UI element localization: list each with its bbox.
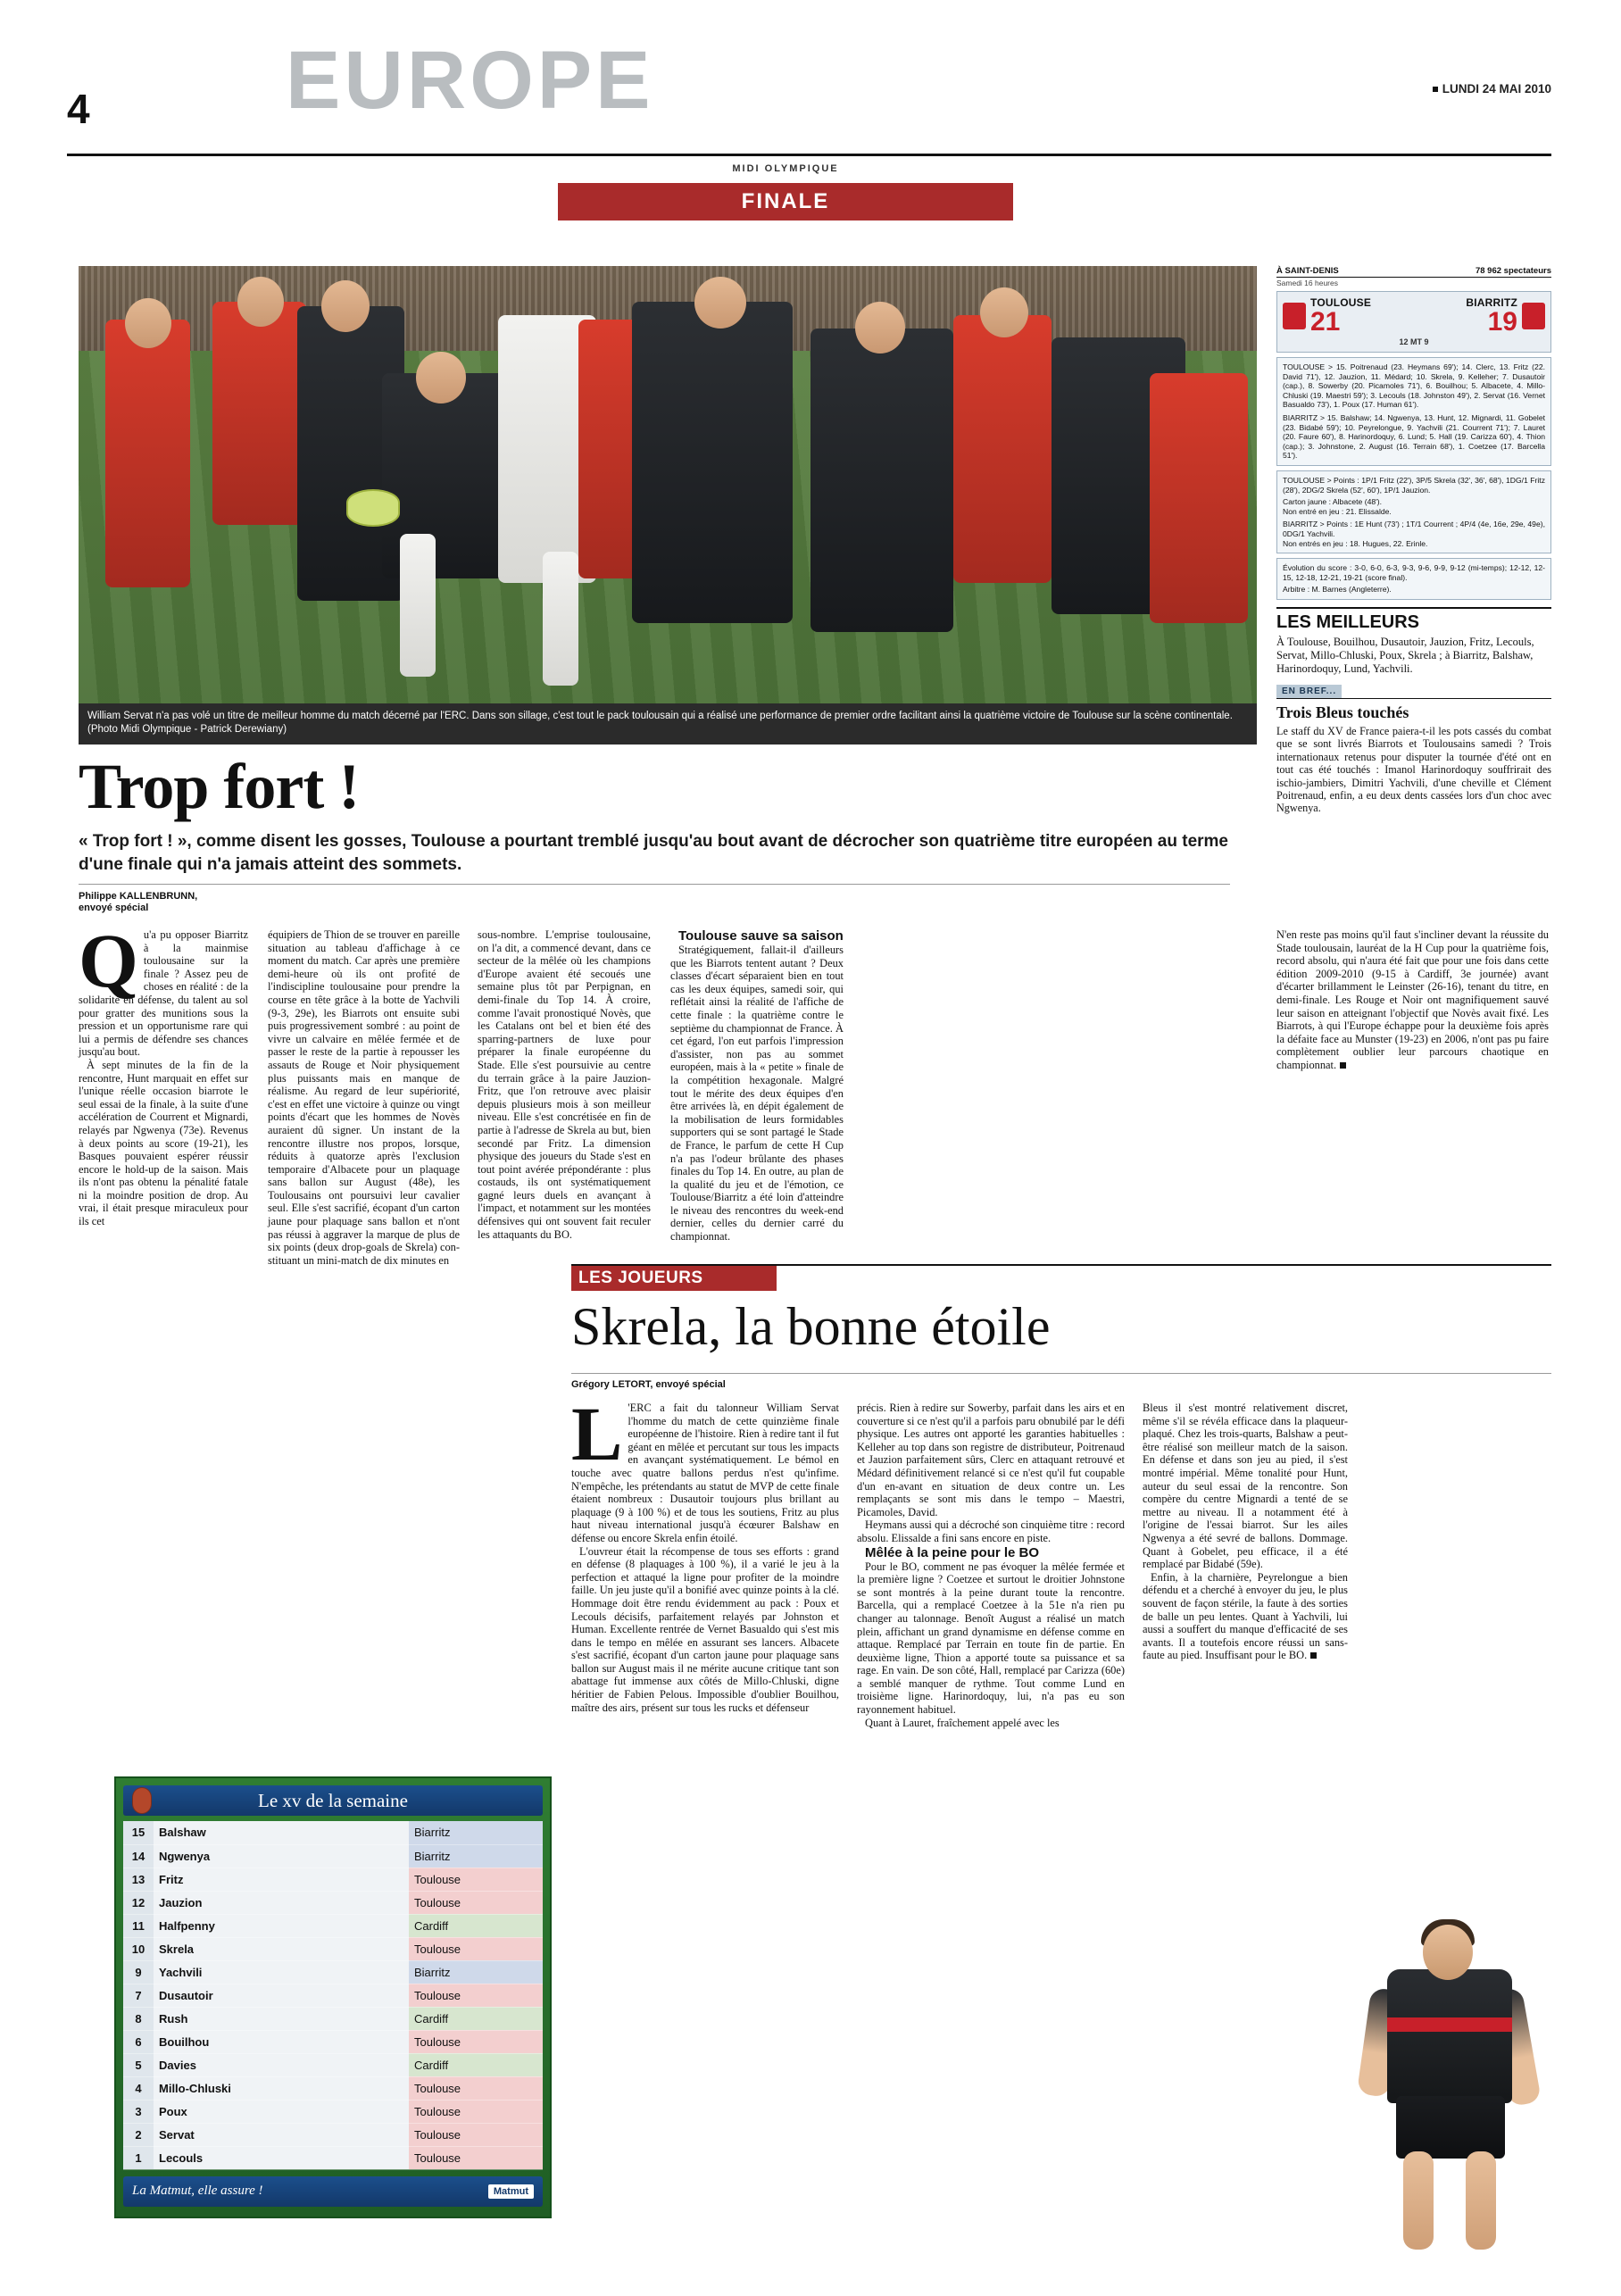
end-mark-icon bbox=[1310, 1652, 1317, 1659]
byline-role: envoyé spécial bbox=[79, 903, 149, 913]
table-row bbox=[123, 1891, 543, 1914]
photo-player bbox=[632, 302, 793, 623]
cutout-jersey bbox=[1387, 1969, 1512, 2103]
rugby-ball-icon bbox=[132, 1787, 152, 1814]
table-row bbox=[123, 2123, 543, 2146]
player-number: 15 bbox=[123, 1821, 154, 1844]
cutout-head bbox=[1423, 1925, 1473, 1980]
date-bullet-icon bbox=[1433, 87, 1438, 92]
player-name: Poux bbox=[154, 2100, 409, 2123]
player-name: Millo-Chluski bbox=[154, 2076, 409, 2100]
paragraph: Enfin, à la charnière, Peyrelongue a bien défendu et a cherché à envoyer du jeu, le plus souvent de façon stérile, la faute à des sorties de balle un peu lentes. Quant à Yachvili, lui aussi a souffert du manque d'efficacité de ses avants. Il a toutefois encore réussi un sans-faute au pied. Insuffisant pour le BO. bbox=[1143, 1570, 1348, 1662]
table-row bbox=[123, 1960, 543, 1984]
player-number: 9 bbox=[123, 1960, 154, 1984]
table-row bbox=[123, 1844, 543, 1868]
player-club: Toulouse bbox=[409, 2030, 543, 2053]
end-mark-icon bbox=[1340, 1062, 1346, 1069]
player-name: Rush bbox=[154, 2007, 409, 2030]
headline-rule bbox=[79, 884, 1230, 885]
toulouse-lineup: TOULOUSE > 15. Poitrenaud (23. Heymans 69'); 14. Clerc, 13. Fritz (22. David 71'), 12. Jauzion, 11. Médard; 10. Skrela, 9. Kelleher; 7. Dusautoir (cap.), 8. Sowerby (20. Picamoles 71'), 6. Bouilhou; 5. Albacete, 4. Millo-Chluski (19. Maestri 59'); 3. Lecouls (18. Johnston 49'), 2. Servat (16. Vernet Basualdo 73'), 1. Poux (17. Human 61'). bbox=[1283, 362, 1545, 410]
cutout-jersey-stripe bbox=[1387, 2017, 1512, 2032]
player-club: Toulouse bbox=[409, 2146, 543, 2169]
photo-player-head bbox=[321, 280, 370, 332]
photo-player bbox=[105, 320, 190, 587]
player-number: 2 bbox=[123, 2123, 154, 2146]
player-name: Davies bbox=[154, 2053, 409, 2076]
in-brief-rule bbox=[1276, 698, 1551, 699]
paragraph: Stratégiquement, fallait-il d'ailleurs que les Biarrots tentent autant ? Deux classes d'écart séparaient bien en tout cas les deux équipes, samedi soir, qui reflétait ainsi la réalité de l'affiche de cette finale : la quatrième contre le septième du championnat de France. À cet égard, l'on eut parfois l'impression d'assister, non pas au sommet européen, mais à la « petite » finale de la compétition hexagonale. Malgré tout le mérite des deux équipes d'en être arrivées là, en dépit également de la mobilisation de leurs formidables supporters qui se sont partagé le Stade de France, le parfum de cette H Cup n'a pas l'odeur brûlante des phases finales du Top 14. En outre, au plan de la qualité du jeu et de l'émotion, ce Toulouse/Biarritz a été loin d'atteindre le niveau des rencontres du week-end dernier, celles du dernier carré du championnat. bbox=[670, 944, 844, 1244]
player-club: Toulouse bbox=[409, 1984, 543, 2007]
home-team-name: TOULOUSE bbox=[1310, 296, 1372, 309]
player-name: Dusautoir bbox=[154, 1984, 409, 2007]
player-number: 14 bbox=[123, 1844, 154, 1868]
player-name: Balshaw bbox=[154, 1821, 409, 1844]
player-name: Yachvili bbox=[154, 1960, 409, 1984]
paragraph: Qu'a pu opposer Biarritz à la mainmise toulousaine sur la finale ? Assez peu de choses en réalité : de la solidarité en défense, du talent au sol pour gratter des munitions sous la pression et un opportunisme rare qui lui a permis de défendre ses chances jusqu'au bout. bbox=[79, 918, 248, 1059]
table-row bbox=[123, 1937, 543, 1960]
drop-cap: L bbox=[571, 1391, 623, 1477]
table-row bbox=[123, 1914, 543, 1937]
team-of-the-week-panel bbox=[114, 1776, 552, 2218]
score-evolution: Évolution du score : 3-0, 6-0, 6-3, 9-3, 9-6, 9-9, 9-12 (mi-temps); 12-12, 12-15, 12-18, 12-21, 19-21 (score final). bbox=[1283, 563, 1545, 582]
table-row bbox=[123, 2030, 543, 2053]
masthead-rule bbox=[67, 154, 1551, 156]
photo-player bbox=[1150, 373, 1248, 623]
player-club: Biarritz bbox=[409, 1960, 543, 1984]
home-team-score: 21 bbox=[1310, 307, 1341, 337]
player-club: Toulouse bbox=[409, 2076, 543, 2100]
scorebox bbox=[1276, 291, 1551, 353]
article-column-4 bbox=[1276, 928, 1549, 1072]
player-club: Cardiff bbox=[409, 2007, 543, 2030]
toulouse-unused: Non entré en jeu : 21. Elissalde. bbox=[1283, 506, 1392, 516]
player-club: Toulouse bbox=[409, 2100, 543, 2123]
byline-name: Philippe KALLENBRUNN, bbox=[79, 891, 198, 902]
issue-date: LUNDI 24 MAI 2010 bbox=[1433, 82, 1551, 96]
in-brief-body: Le staff du XV de France paiera-t-il les pots cassés du combat que se sont livrés Biarrots et Toulousains samedi ? Trois internationaux retenus pour disputer la tournée d'été ont en tout cas été touchés : Imanol Harinordoquy souffrirait des ischio-jambiers, Dimitri Yachvili, d'une cheville et Clément Poitrenaud, enfin, a eu deux dents cassées lors d'un choc avec Ngwenya. bbox=[1276, 724, 1551, 815]
player-number: 8 bbox=[123, 2007, 154, 2030]
paragraph: sous-nombre. L'emprise toulousaine, on l'a dit, a commencé devant, dans ce secteur de la mêlée où les champions d'Europe avaient été secoués une semaine plus tôt par Perpignan, en demi-finale du Top 14. À croire, comme l'avait pronostiqué Novès, que les Catalans ont bel et bien été des sparring-partners de luxe pour préparer la finale européenne du Stade. Elle s'est poursuivie au centre du terrain grâce à la paire Jauzion-Fritz, que l'on retrouve avec plaisir depuis plusieurs mois à son meilleur niveau. Elle s'est concrétisée en fin de partie à l'adresse de Skrela au but, bien secondé par Fritz. La dimension physique des joueurs du Stade s'est en tout point avérée prépondérante : plus costauds, ils ont systématiquement gagné leurs duels en avançant à l'impact, et notamment sur les montées défensives qui ont souvent fait reculer les attaquants du BO. bbox=[478, 928, 651, 1241]
player-club: Biarritz bbox=[409, 1844, 543, 1868]
photo-player-head bbox=[694, 277, 746, 329]
player-club: Toulouse bbox=[409, 1937, 543, 1960]
paragraph: Pour le BO, comment ne pas évoquer la mêlée fermée et la première ligne ? Coetzee et surtout le droitier Johnstone se sont montrés à la peine durant toute la rencontre. Barcella, qui a remplacé Coetzee à la 51e n'a rien pu changer au talonnage. Benoît August a réalisé un match plein, affichant un grand dynamisme en défense comme en attaque. Remplacé par Terrain en toute fin de partie. En deuxième ligne, Thion a apporté toute sa puissance et sa rage. En vain. De son côté, Hall, remplacé par Carizza (60e) a semblé manquer de rythme. Tout comme Lund en troisième ligne. Harinordoquy, lui, n'a pas eu son rayonnement habituel. bbox=[857, 1560, 1125, 1717]
article-byline bbox=[79, 891, 212, 914]
score-evolution-panel bbox=[1276, 558, 1551, 600]
article-column-1 bbox=[79, 918, 248, 1228]
player-number: 10 bbox=[123, 1937, 154, 1960]
lineups-panel bbox=[1276, 357, 1551, 466]
table-row bbox=[123, 2076, 543, 2100]
player-number: 3 bbox=[123, 2100, 154, 2123]
player-number: 13 bbox=[123, 1868, 154, 1891]
page-title: Trop fort ! bbox=[79, 751, 360, 822]
players-section-title: Skrela, la bonne étoile bbox=[571, 1297, 1051, 1356]
player-name: Ngwenya bbox=[154, 1844, 409, 1868]
section-masthead: EUROPE bbox=[286, 35, 654, 126]
section-band: FINALE bbox=[558, 183, 1013, 220]
table-row bbox=[123, 2100, 543, 2123]
table-row bbox=[123, 2146, 543, 2169]
player-name: Servat bbox=[154, 2123, 409, 2146]
page-folio: 4 bbox=[67, 86, 90, 132]
team-of-the-week-title: Le xv de la semaine bbox=[123, 1785, 543, 1816]
sponsor-footer bbox=[123, 2176, 543, 2207]
photo-caption: William Servat n'a pas volé un titre de meilleur homme du match décerné par l'ERC. Dans son sillage, c'est tout le pack toulousain qui a réalisé une performance de premier ordre facilitant ainsi la quatrième victoire de Toulouse sur la scène continentale. (Photo Midi Olympique - Patrick Derewiany) bbox=[79, 703, 1257, 745]
subheading: Mêlée à la peine pour le BO bbox=[865, 1544, 1040, 1560]
photo-player-head bbox=[125, 298, 171, 348]
player-club: Biarritz bbox=[409, 1821, 543, 1844]
sponsor-logo: Matmut bbox=[488, 2184, 534, 2199]
drop-cap: Q bbox=[79, 918, 138, 1003]
lead-photo-image bbox=[79, 266, 1257, 703]
player-number: 4 bbox=[123, 2076, 154, 2100]
paragraph: L 'ERC a fait du talonneur William Servat l'homme du match de cette quinzième finale européenne de l'histoire. Rien à redire tant il fut géant en mêlée et percutant sur tous les impacts en avançant systématiquement. Le bémol en touche avec quatre ballons perdus n'est qu'infime. N'empêche, les prétendants au statut de MVP de cette finale étaient nombreux : Dusautoir toujours plus brillant au plaquage (9 à 100 %) et de tous les soutiens, Fritz au plus haut niveau international jusqu'à écœurer Balshaw en défense ou encore Skrela enfin étoilé. bbox=[571, 1391, 839, 1544]
players-byline: Grégory LETORT, envoyé spécial bbox=[571, 1379, 726, 1390]
biarritz-points: BIARRITZ > Points : 1E Hunt (73') ; 1T/1 Courrent ; 4P/4 (4e, 16e, 29e, 49e), 0DG/1 Yachvili. bbox=[1283, 520, 1545, 538]
photo-player-head bbox=[237, 277, 284, 327]
player-club: Toulouse bbox=[409, 1891, 543, 1914]
match-day: Samedi 16 heures bbox=[1276, 279, 1338, 287]
lead-photo bbox=[79, 266, 1257, 703]
players-column-2 bbox=[857, 1402, 1125, 1729]
sponsor-slogan: La Matmut, elle assure ! bbox=[132, 2184, 263, 2198]
paragraph: précis. Rien à redire sur Sowerby, parfait dans les airs et en couverture si ce n'est qu'il a parfois paru obnubilé par le défi physique. Les autres ont apporté les garanties habituelles : Kelleher au top dans son registre de distributeur, Poitrenaud et Jauzion parfaitement sûrs, Clerc en attaquant retrouvé et Médard définitivement relancé si ce n'est qu'il fut coupable d'un en-avant en situation de deux contre un. Les remplaçants se sont mis dans le tempo – Maestri, Picamoles, David. bbox=[857, 1402, 1125, 1518]
player-name: Lecouls bbox=[154, 2146, 409, 2169]
player-name: Jauzion bbox=[154, 1891, 409, 1914]
players-column-1 bbox=[571, 1391, 839, 1714]
toulouse-crest-icon bbox=[1283, 303, 1306, 329]
score-row bbox=[1283, 296, 1545, 336]
subheading: Toulouse sauve sa saison bbox=[678, 928, 844, 944]
paragraph: N'en reste pas moins qu'il faut s'incliner devant la réussite du Stade toulousain, lauréat de la H Cup pour la quatrième fois, record absolu, qui n'aura été fait que pour une fois dans cette édition 2009-2010 (9-15 à Cardiff, 3e journée) avant d'écarter brillamment le Leinster (26-16), tenant du titre, en demi-finale. Les Rouge et Noir ont magnifiquement sauvé leur saison en atteignant l'objectif que Novès avait fixé. Les Biarrots, à qui l'Europe échappe pour la deuxième fois après la défaite face au Munster (19-23) en 2006, n'ont pas pu faire complètement oublier leur parcours chaotique en championnat. bbox=[1276, 928, 1549, 1071]
toulouse-points: TOULOUSE > Points : 1P/1 Fritz (22'), 3P/5 Skrela (32', 36', 68'), 1DG/1 Fritz (28'), 2DG/2 Skrela (52', 60'), 1P/1 Jauzion. bbox=[1283, 475, 1545, 495]
player-number: 6 bbox=[123, 2030, 154, 2053]
referee: Arbitre : M. Barnes (Angleterre). bbox=[1283, 585, 1392, 595]
player-name: Skrela bbox=[154, 1937, 409, 1960]
paragraph: équipiers de Thion de se trouver en pareille situation au tableau d'affichage à ce moment du match. Car après une première demi-heure où ils ont profité de l'indiscipline toulousaine pour prendre la course en tête grâce à la botte de Yachvili (9-3, 29e), les Biarrots ont ensuite subi puis progressivement sombré : au point de vivre un calvaire en mêlée fermée et de passer le reste de la partie à repousser les assauts de Rouge et Noir physiquement plus puissants mais en manque de réalisme. Au regard de leur supériorité, c'est en effet une victoire à quinze ou vingt points d'écart que les hommes de Novès auraient dû signer. Un instant de la rencontre illustre nos propos, lorsque, réduits à quatorze après l'exclusion temporaire d'Albacete pour un plaquage sans ballon sur August (48e), les Toulousains ont poursuivi leur cavalier seul. Elle s'est sacrifié, écopant d'un carton jaune pour plaquage sans ballon et n'ont pas réussi à aggraver la marque de plus de six points (deux drop-goals de Skrela) constituant un mini-match de dix minutes en bbox=[268, 928, 460, 1267]
cutout-leg-right bbox=[1466, 2151, 1496, 2250]
player-number: 5 bbox=[123, 2053, 154, 2076]
cutout-shorts bbox=[1396, 2096, 1505, 2159]
standfirst: « Trop fort ! », comme disent les gosses, Toulouse a pourtant tremblé jusqu'au bout avant de décrocher son quatrième titre européen au terme d'une finale qui n'a jamais atteint des sommets. bbox=[79, 832, 1228, 874]
photo-player-head bbox=[416, 352, 466, 403]
photo-player bbox=[212, 302, 306, 525]
paragraph: L'ouvreur était la récompense de tous ses efforts : grand en défense (8 plaquages à 100 %), il a varié le jeu à la perfection et attaqué la ligne pour profiter de la moindre faille. Un jeu juste qu'il a bonifié avec quinze points à la clé. Hommage doit être rendu évidemment au pack : Poux et Lecouls décisifs, parfaitement relayés par Johnston et Human. Excellente rentrée de Vernet Basualdo qui s'est mis dans le tempo en mêlée en assurant ses lancers. Albacete s'est sacrifié, écopant d'un carton jaune pour plaquage sans ballon sur August mais il ne mérite aucune critique tant son abattage fut immense aux côtés de Millo-Chluski, digne héritier de Fabien Pelous. Impossible d'oublier Bouilhou, maître des airs, présent sur tous les rucks et défenseur bbox=[571, 1544, 839, 1714]
player-number: 11 bbox=[123, 1914, 154, 1937]
team-of-the-week-table bbox=[123, 1821, 543, 2170]
table-row bbox=[123, 1821, 543, 1844]
match-venue-row bbox=[1276, 266, 1551, 278]
player-number: 1 bbox=[123, 2146, 154, 2169]
players-section-kicker: LES JOUEURS bbox=[571, 1266, 777, 1291]
player-cutout-image bbox=[1366, 1884, 1558, 2259]
table-row bbox=[123, 1868, 543, 1891]
players-byline-rule bbox=[571, 1373, 1551, 1374]
biarritz-crest-icon bbox=[1522, 303, 1545, 329]
table-row bbox=[123, 2007, 543, 2030]
scorebox-rail bbox=[1276, 266, 1551, 815]
publication-name: MIDI OLYMPIQUE bbox=[558, 159, 1013, 179]
table-row bbox=[123, 2053, 543, 2076]
in-brief-tag: EN BREF... bbox=[1276, 685, 1342, 698]
paragraph: Bleus il s'est montré relativement discret, même s'il se révéla efficace dans la plaqueur-plaqué. Chez les trois-quarts, Balshaw a peut-être réalisé son meilleur match de la saison. En défense et dans son jeu au pied, il s'est montré impérial. Même tonalité pour Hunt, auteur du seul essai de la rencontre. Son compère du centre Mignardi a tenté de se mettre au niveau. Il a notamment été à l'origine de l'essai biarrot. Sur les ailes Ngwenya a été sevré de ballons. Dommage. Quant à Gobelet, peu efficace, il a été remplacé par Bidabé (59e). bbox=[1143, 1402, 1348, 1571]
photo-player bbox=[953, 315, 1052, 583]
photo-player-leg bbox=[400, 534, 436, 677]
player-club: Cardiff bbox=[409, 1914, 543, 1937]
photo-player-head bbox=[980, 287, 1028, 337]
paragraph: Heymans aussi qui a décroché son cinquième titre : record absolu. Elissalde a fini sans encore en piste. bbox=[857, 1518, 1125, 1544]
best-players-title: LES MEILLEURS bbox=[1276, 607, 1551, 633]
cutout-leg-left bbox=[1403, 2151, 1434, 2250]
toulouse-cards: Carton jaune : Albacete (48'). bbox=[1283, 497, 1383, 507]
rugby-ball bbox=[346, 489, 400, 527]
in-brief-title: Trois Bleus touchés bbox=[1276, 703, 1409, 721]
article-column-3 bbox=[478, 928, 844, 1244]
away-team-name: BIARRITZ bbox=[1466, 296, 1517, 309]
biarritz-unused: Non entrés en jeu : 18. Hugues, 22. Erinle. bbox=[1283, 538, 1428, 548]
table-row bbox=[123, 1984, 543, 2007]
player-name: Halfpenny bbox=[154, 1914, 409, 1937]
player-club: Toulouse bbox=[409, 2123, 543, 2146]
article-column-2 bbox=[268, 928, 460, 1267]
paragraph: À sept minutes de la fin de la rencontre, Hunt marquait en effet sur l'unique réelle occasion biarrote le seul essai de la finale, à la suite d'une accélération de Courrent et Mignardi, relayés par Ngwenya (73e). Revenus à deux points au score (19-21), les Basques pouvaient espérer réussir encore le hold-up de la saison. Mais ils n'ont pas obtenu la pénalité fatale ni la moindre position de drop. Au vrai, il était presque miraculeux pour ils cet bbox=[79, 1058, 248, 1228]
best-players-body: À Toulouse, Bouilhou, Dusautoir, Jauzion, Fritz, Lecouls, Servat, Millo-Chluski, Poux, Skrela ; à Biarritz, Balshaw, Harinordoquy, Lund, Yachvili. bbox=[1276, 635, 1534, 675]
player-name: Bouilhou bbox=[154, 2030, 409, 2053]
player-number: 12 bbox=[123, 1891, 154, 1914]
player-club: Toulouse bbox=[409, 1868, 543, 1891]
biarritz-lineup: BIARRITZ > 15. Balshaw; 14. Ngwenya, 13. Hunt, 12. Mignardi, 11. Gobelet (23. Bidabé 59'); 10. Peyrelongue, 9. Yachvili (21. Courrent 71'); 7. Lauret (20. Faure 60'), 8. Harinordoquy, 6. Lund; 5. Hall (19. Carizza 60'), 4. Thion (cap.); 3. Johnstone, 2. August (16. Terrain 68'), 1. Coetzee (17. Barcella 51'). bbox=[1283, 412, 1545, 461]
players-column-3 bbox=[1143, 1402, 1348, 1662]
photo-player-head bbox=[855, 302, 905, 354]
attendance-label: 78 962 spectateurs bbox=[1475, 266, 1551, 276]
points-panel bbox=[1276, 470, 1551, 553]
paragraph: Quant à Lauret, fraîchement appelé avec les bbox=[865, 1716, 1060, 1729]
player-name: Fritz bbox=[154, 1868, 409, 1891]
player-number: 7 bbox=[123, 1984, 154, 2007]
player-club: Cardiff bbox=[409, 2053, 543, 2076]
away-team-score: 19 bbox=[1487, 307, 1517, 337]
halftime-score: 12 MT 9 bbox=[1399, 337, 1429, 346]
photo-player-leg bbox=[543, 552, 578, 686]
venue-label: À SAINT-DENIS bbox=[1276, 266, 1339, 276]
photo-player bbox=[810, 329, 953, 632]
